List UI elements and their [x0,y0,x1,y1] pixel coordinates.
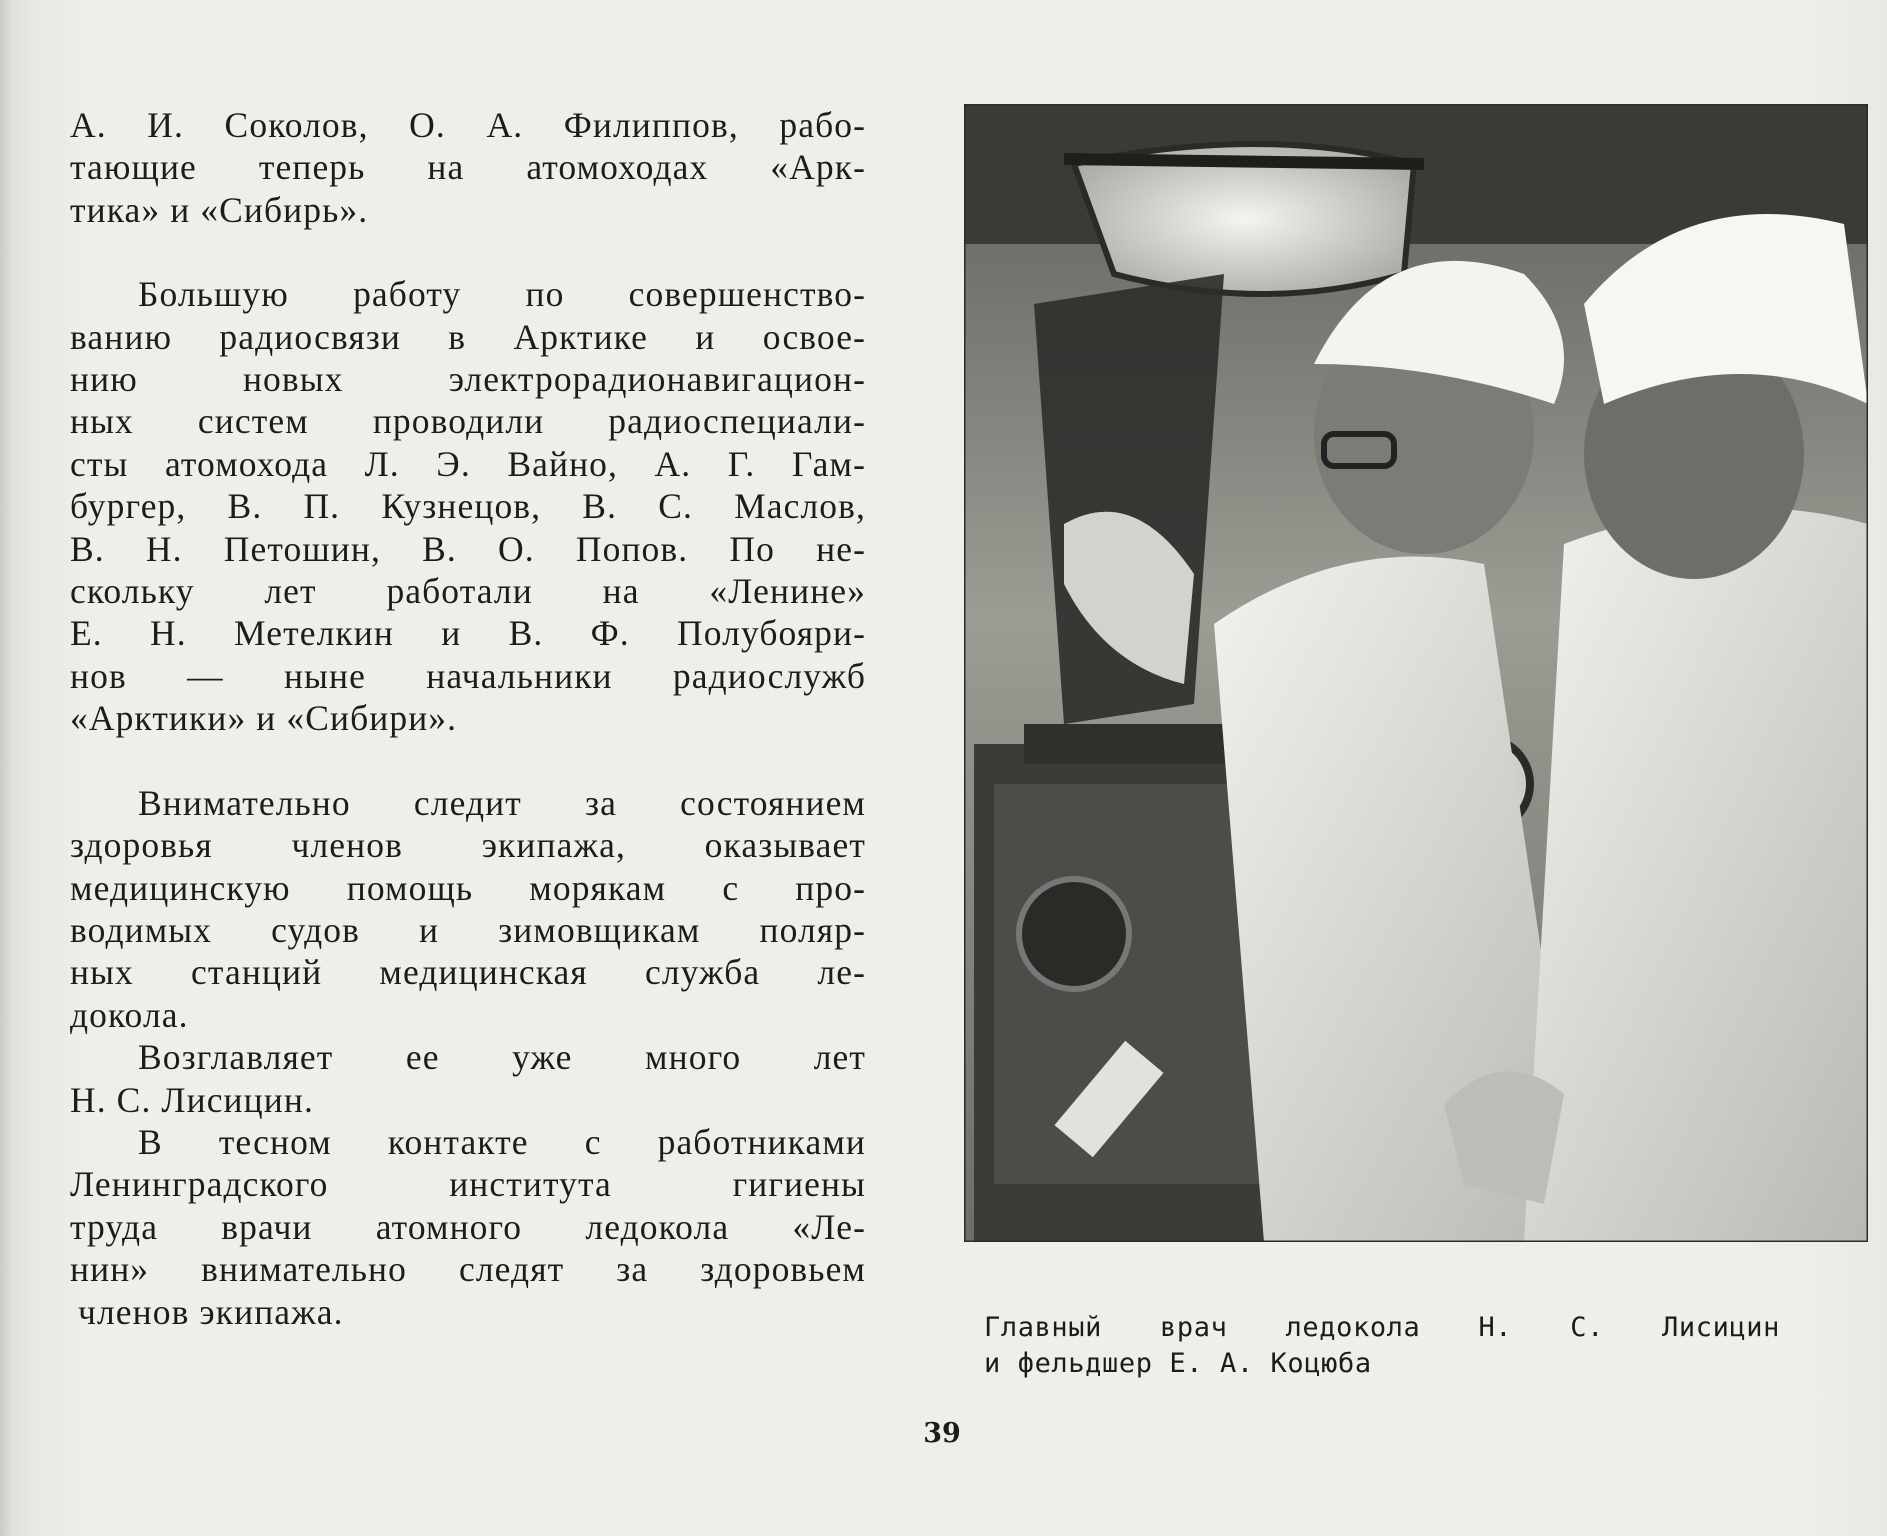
text-line: «Арктики» и «Сибири». [70,698,458,739]
text-line: Внимательно следит за состоянием [138,782,866,823]
text-line: ных систем проводили радиоспециали- [70,401,866,442]
photo-two-medics-icon [964,104,1868,1242]
text-line: Ленинградского института гигиены [70,1164,866,1205]
text-line: докола. [70,994,189,1035]
page-number: 39 [923,1418,961,1449]
text-line: В. Н. Петошин, В. О. Попов. По не- [70,528,866,569]
page-fold-shadow [0,0,14,1536]
text-line: Н. С. Лисицин. [70,1079,314,1120]
text-line: сты атомохода Л. Э. Вайно, А. Г. Гам- [70,443,866,484]
text-line: В тесном контакте с работниками [138,1121,866,1162]
text-line: медицинскую помощь морякам с про- [70,867,866,908]
text-line: здоровья членов экипажа, оказывает [70,825,866,866]
text-line: членов экипажа. [78,1291,344,1332]
text-line: нин» внимательно следят за здоровьем [70,1249,866,1290]
text-line: ванию радиосвязи в Арктике и освое- [70,316,866,357]
text-line: Е. Н. Метелкин и В. Ф. Полубояри- [70,613,866,654]
text-line: скольку лет работали на «Ленине» [70,571,866,612]
text-line: тающие теперь на атомоходах «Арк- [70,147,866,188]
photo-caption [984,1310,1780,1382]
text-line: труда врачи атомного ледокола «Ле- [70,1206,866,1247]
text-line: ных станций медицинская служба ле- [70,952,866,993]
text-line: нию новых электрорадионавигацион- [70,359,866,400]
text-line: А. И. Соколов, О. А. Филиппов, рабо- [70,105,866,145]
text-line: Возглавляет ее уже много лет [138,1037,866,1078]
text-line: нов — ныне начальники радиослужб [70,655,866,696]
caption-line: Главный врач ледокола Н. С. Лисицин [984,1312,1780,1343]
text-line: Большую работу по совершенство- [138,274,866,315]
text-line: тика» и «Сибирь». [70,189,369,230]
text-line: водимых судов и зимовщикам поляр- [70,909,866,950]
text-line: бургер, В. П. Кузнецов, В. С. Маслов, [70,486,866,527]
body-text-column [70,104,866,1333]
caption-line: и фельдшер Е. А. Коцюба [984,1348,1372,1379]
